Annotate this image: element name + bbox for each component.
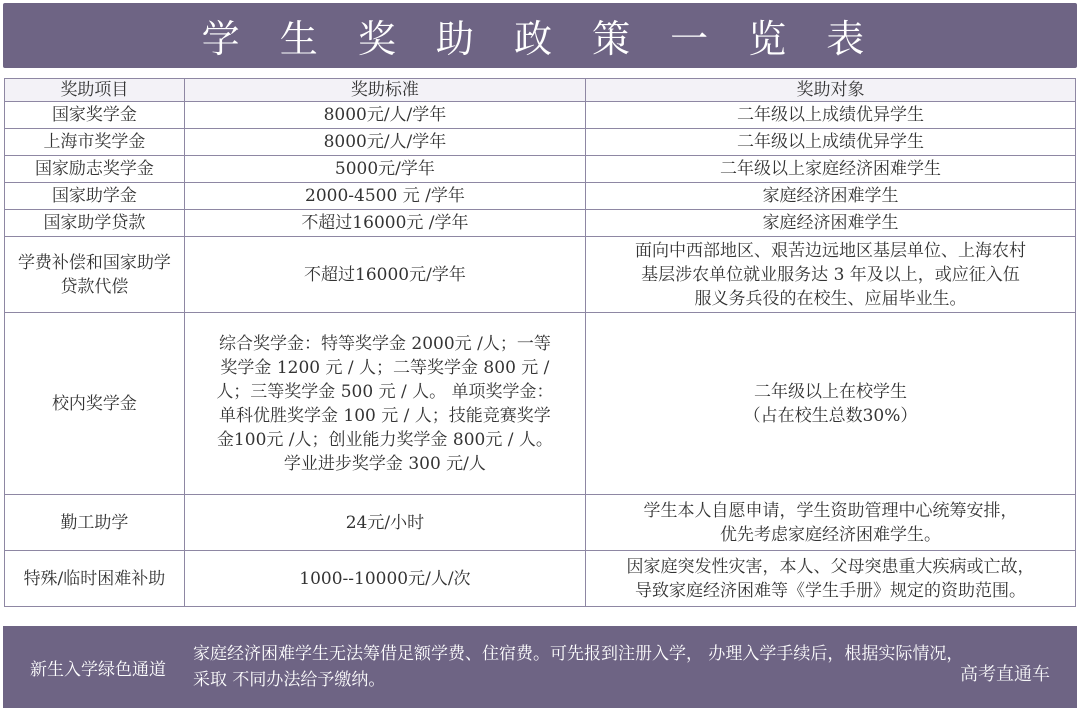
title-banner: [3, 3, 1077, 68]
table-row: [5, 156, 1076, 183]
page-title: 学 生 奖 助 政 策 一 览 表: [201, 17, 879, 61]
row-standard: 24元/小时: [184, 495, 585, 551]
table-header-row: [5, 79, 1076, 102]
watermark: 高考直通车: [960, 664, 1050, 685]
row-item-line: 贷款代偿: [60, 276, 129, 297]
row-target-line: 学生本人自愿申请，学生资助管理中心统筹安排，: [643, 500, 1018, 521]
row-standard: 不超过16000元 /学年: [184, 210, 585, 237]
row-target-line: 优先考虑家庭经济困难学生。: [719, 524, 941, 545]
row-standard: 1000--10000元/人/次: [184, 551, 585, 607]
header-item: 奖助项目: [5, 79, 185, 102]
row-target-line: 二年级以上在校学生: [753, 381, 907, 402]
green-channel-text-line: 采取 不同办法给予缴纳。: [193, 670, 386, 690]
row-standard: [184, 313, 585, 495]
row-target-line: 导致家庭经济困难等《学生手册》规定的资助范围。: [634, 580, 1026, 601]
row-standard: 不超过16000元/学年: [184, 237, 585, 313]
row-standard: 5000元/学年: [184, 156, 585, 183]
green-channel-text-line: 家庭经济困难学生无法筹借足额学费、住宿费。可先报到注册入学， 办理入学手续后，根据实际情况，: [193, 644, 964, 664]
green-channel-banner: [3, 626, 1077, 708]
table-row: [5, 237, 1076, 313]
row-target: 二年级以上成绩优异学生: [585, 129, 1075, 156]
header-target: 奖助对象: [585, 79, 1075, 102]
row-target-line: 基层涉农单位就业服务达 3 年及以上，或应征入伍: [641, 264, 1020, 285]
row-item-line: 学费补偿和国家助学: [17, 252, 171, 273]
row-item: 特殊/临时困难补助: [5, 551, 185, 607]
row-item: 国家助学金: [5, 183, 185, 210]
table-row: [5, 313, 1076, 495]
table-row: [5, 102, 1076, 129]
row-standard: 8000元/人/学年: [184, 102, 585, 129]
row-target-line: 因家庭突发性灾害，本人、父母突患重大疾病或亡故，: [626, 556, 1035, 577]
row-target: [585, 495, 1075, 551]
row-target: 二年级以上家庭经济困难学生: [585, 156, 1075, 183]
row-target-line: 服义务兵役的在校生、应届毕业生。: [694, 288, 967, 309]
policy-table: [4, 78, 1076, 607]
row-target-line: 面向中西部地区、艰苦边远地区基层单位、上海农村: [634, 240, 1026, 261]
row-item: 国家助学贷款: [5, 210, 185, 237]
row-standard: 2000-4500 元 /学年: [184, 183, 585, 210]
header-standard: 奖助标准: [184, 79, 585, 102]
row-standard-line: 学业进步奖学金 300 元/人: [283, 453, 486, 474]
row-target: [585, 237, 1075, 313]
row-standard-line: 人；三等奖学金 500 元 / 人。 单项奖学金：: [216, 381, 554, 402]
row-standard-line: 金100元 /人；创业能力奖学金 800元 / 人。: [216, 429, 553, 450]
table-row: [5, 551, 1076, 607]
row-standard: 8000元/人/学年: [184, 129, 585, 156]
row-target: 家庭经济困难学生: [585, 183, 1075, 210]
row-item: [5, 237, 185, 313]
table-row: [5, 183, 1076, 210]
row-target-line: （占在校生总数30%）: [743, 405, 918, 426]
row-standard-line: 综合奖学金：特等奖学金 2000元 /人；一等: [219, 333, 551, 354]
row-standard-line: 单科优胜奖学金 100 元 / 人；技能竞赛奖学: [219, 405, 551, 426]
row-target: 家庭经济困难学生: [585, 210, 1075, 237]
table-row: [5, 210, 1076, 237]
row-target: [585, 551, 1075, 607]
row-item: 勤工助学: [5, 495, 185, 551]
row-item: 国家励志奖学金: [5, 156, 185, 183]
row-target: 二年级以上成绩优异学生: [585, 102, 1075, 129]
table-row: [5, 129, 1076, 156]
table-row: [5, 495, 1076, 551]
green-channel-text: [193, 641, 1077, 693]
row-target: [585, 313, 1075, 495]
green-channel-label: 新生入学绿色通道: [30, 659, 166, 680]
row-standard-line: 奖学金 1200 元 / 人；二等奖学金 800 元 /: [220, 357, 550, 378]
row-item: 校内奖学金: [5, 313, 185, 495]
row-item: 上海市奖学金: [5, 129, 185, 156]
row-item: 国家奖学金: [5, 102, 185, 129]
